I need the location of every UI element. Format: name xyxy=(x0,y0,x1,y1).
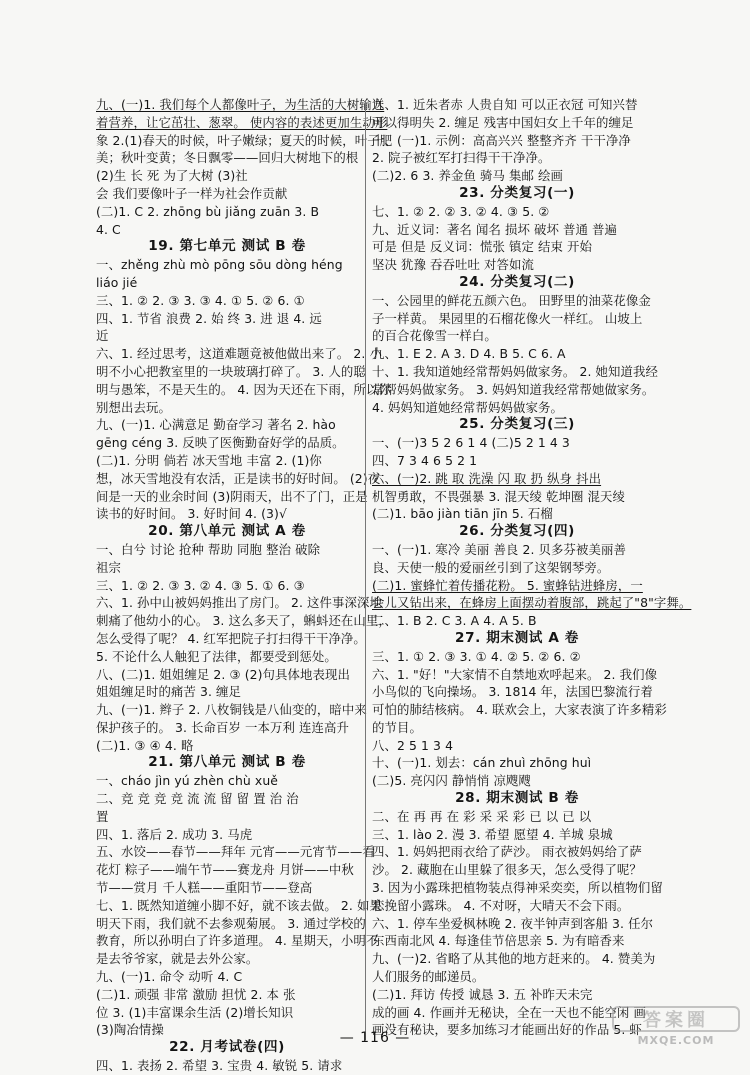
answer-line: 一、cháo jìn yú zhèn chù xuě xyxy=(96,773,278,789)
answer-line: 会 我们要像叶子一样为社会作贡献 xyxy=(96,185,288,201)
answer-line: 子一样黄。 果园里的石榴花像火一样红。 山坡上 xyxy=(372,310,643,326)
answer-line: 三、1. ① 2. ③ 3. ① 4. ② 5. ② 6. ② xyxy=(372,648,581,664)
answer-line: 八、2 5 1 3 4 xyxy=(372,737,454,753)
answer-line: 成的画 4. 作画并无秘诀，全在一天也不能空闲 画 xyxy=(372,1004,646,1020)
answer-line: (二)1. bāo jiàn tiān jīn 5. 石榴 xyxy=(372,506,553,522)
answer-line: 一、zhěng zhù mò pōng sōu dòng héng xyxy=(96,257,343,273)
answer-line: 可怕的肺结核病。 4. 联欢会上，大家表演了许多精彩 xyxy=(372,702,667,718)
section-heading: 19. 第七单元 测试 B 卷 xyxy=(148,238,306,255)
answer-line: 可以得明失 2. 缠足 残害中国妇女上千年的缠足 xyxy=(372,114,634,130)
answer-line: 的节目。 xyxy=(372,719,422,735)
column-divider xyxy=(365,100,366,1040)
answer-line: 怎么受得了呢？ 4. 红军把院子打扫得干干净净。 xyxy=(96,630,366,646)
answer-line: 4. 妈妈知道她经常帮妈妈做家务。 xyxy=(372,399,563,415)
answer-line: 三、1. ② 2. ③ 3. ② 4. ③ 5. ① 6. ③ xyxy=(96,577,305,593)
watermark-url: MXQE.COM xyxy=(637,1034,715,1047)
answer-line: (3)陶冶情操 xyxy=(96,1022,164,1038)
watermark-logo xyxy=(612,1006,740,1046)
answer-line: 坚决 犹豫 吞吞吐吐 对答如流 xyxy=(372,257,535,273)
section-heading: 21. 第八单元 测试 B 卷 xyxy=(148,754,306,771)
answer-line: liáo jié xyxy=(96,274,138,290)
answer-line: 着营养，让它茁壮、葱翠。 使内容的表述更加生动形 xyxy=(96,114,388,130)
answer-line: 六、1. 孙中山被妈妈推出了房门。 2. 这件事深深地 xyxy=(96,595,382,611)
answer-line: 间是一天的业余时间 (3)阴雨天，出不了门，正是 xyxy=(96,488,368,504)
answer-line: 置 xyxy=(96,808,109,824)
answer-line: 人们服务的邮递员。 xyxy=(372,969,485,985)
answer-line: 沙。 2. 藏胞在山里躲了很多天，怎么受得了呢？ xyxy=(372,862,642,878)
answer-line: 九、(一)1. 辫子 2. 八枚铜钱是八仙变的，暗中来 xyxy=(96,702,367,718)
answer-line: 祖宗 xyxy=(96,559,121,575)
answer-line: 可是 但是 反义词：慌张 镇定 结束 开始 xyxy=(372,239,593,255)
answer-line: 九、(一)2. 省略了从其他的地方赶来的。 4. 赞美为 xyxy=(372,951,656,967)
watermark-logo-text: 答案圈 xyxy=(612,1006,740,1032)
answer-line: 象 2.(1)春天的时候，叶子嫩绿；夏天的时候，叶子肥 xyxy=(96,132,393,148)
answer-line: 十、(一)1. 示例：高高兴兴 整整齐齐 干干净净 xyxy=(372,132,631,148)
answer-line: 二、在 再 再 在 彩 采 采 彩 已 以 已 以 xyxy=(372,808,592,824)
answer-line: 良、天使一般的爱丽丝引到了这架钢琴旁。 xyxy=(372,559,610,575)
answer-line: 二、1. B 2. C 3. A 4. A 5. B xyxy=(372,613,537,629)
section-heading: 28. 期末测试 B 卷 xyxy=(455,790,579,807)
answer-line: 二、竞 竞 竞 竞 流 流 留 留 置 治 治 xyxy=(96,791,299,807)
answer-line: 会儿又钻出来，在蜂房上面摆动着腹部，跳起了"8"字舞。 xyxy=(372,595,692,611)
answer-line: 六、1. "好！"大家情不自禁地欢呼起来。 2. 我们像 xyxy=(372,666,658,682)
section-heading: 27. 期末测试 A 卷 xyxy=(455,629,579,646)
section-heading: 26. 分类复习(四) xyxy=(459,523,575,540)
answer-line: 一、(一)1. 寒冷 美丽 善良 2. 贝多芬被美丽善 xyxy=(372,541,626,557)
answer-line: (二)1. 顽强 非常 激励 担忧 2. 本 张 xyxy=(96,986,296,1002)
answer-line: (二)5. 亮闪闪 静悄悄 凉飕飕 xyxy=(372,773,531,789)
answer-line: 三、1. ② 2. ③ 3. ③ 4. ① 5. ② 6. ① xyxy=(96,292,305,308)
answer-line: 一、白兮 讨论 抢种 帮助 同胞 整治 破除 xyxy=(96,541,321,557)
answer-line: (2)生 长 死 为了大树 (3)社 xyxy=(96,168,248,184)
answer-line: 位 3. (1)丰富课余生活 (2)增长知识 xyxy=(96,1004,294,1020)
answer-line: 十、1. 我知道她经常帮妈妈做家务。 2. 她知道我经 xyxy=(372,363,658,379)
answer-line: 四、1. 落后 2. 成功 3. 马虎 xyxy=(96,826,253,842)
answer-line: 四、7 3 4 6 5 2 1 xyxy=(372,452,478,468)
answer-line: 东西南北风 4. 每逢佳节倍思亲 5. 为有暗香来 xyxy=(372,933,625,949)
section-heading: 20. 第八单元 测试 A 卷 xyxy=(148,523,306,540)
answer-line: (二)2. 6 3. 养金鱼 骑马 集邮 绘画 xyxy=(372,168,564,184)
answer-line: 五、水饺——春节——拜年 元宵——元宵节——看 xyxy=(96,844,375,860)
section-heading: 25. 分类复习(三) xyxy=(459,416,575,433)
answer-line: 的百合花像雪一样白。 xyxy=(372,328,497,344)
answer-line: 四、1. 妈妈把雨衣给了萨沙。 雨衣被妈妈给了萨 xyxy=(372,844,642,860)
answer-line: 美；秋叶变黄；冬日飘零——回归大树地下的根 xyxy=(96,150,359,166)
answer-line: 六、1. 经过思考，这道难题竟被他做出来了。 2. 小 xyxy=(96,346,382,362)
answer-line: (二)1. 分明 倘若 冰天雪地 丰富 2. (1)你 xyxy=(96,452,322,468)
section-heading: 24. 分类复习(二) xyxy=(459,273,575,290)
answer-line: 明与愚笨，不是天生的。 4. 因为天还在下雨，所以你 xyxy=(96,381,391,397)
answer-line: 九、1. E 2. A 3. D 4. B 5. C 6. A xyxy=(372,346,566,362)
answer-line: (二)1. 蜜蜂忙着传播花粉。 5. 蜜蜂钻进蜂房，一 xyxy=(372,577,643,593)
answer-line: 四、1. 节省 浪费 2. 始 终 3. 进 退 4. 远 xyxy=(96,310,322,326)
answer-line: 2. 院子被红军打扫得干干净净。 xyxy=(372,150,551,166)
answer-line: 一、公园里的鲜花五颜六色。 田野里的油菜花像金 xyxy=(372,292,651,308)
answer-line: 恋挽留小露珠。 4. 不对呀，大晴天不会下雨。 xyxy=(372,897,630,913)
answer-line: 保护孩子的。 3. 长命百岁 一本万利 连连高升 xyxy=(96,719,350,735)
answer-line: 七、1. ② 2. ② 3. ② 4. ③ 5. ② xyxy=(372,203,550,219)
section-heading: 22. 月考试卷(四) xyxy=(169,1039,285,1056)
answer-line: 花灯 粽子——端午节——赛龙舟 月饼——中秋 xyxy=(96,862,354,878)
page-number: — 116 — xyxy=(339,1030,411,1046)
answer-line: 机智勇敢，不畏强暴 3. 混天绫 乾坤圈 混天绫 xyxy=(372,488,626,504)
answer-line: 4. C xyxy=(96,221,121,237)
answer-line: (二)1. ③ ④ 4. 略 xyxy=(96,737,194,753)
answer-line: 九、(一)1. 我们每个人都像叶子，为生活的大树输送 xyxy=(96,97,385,112)
answer-line: 画没有秘诀，要多加练习才能画出好的作品 5. 虾 xyxy=(372,1022,642,1038)
answer-line: 九、1. 近朱者赤 人贵自知 可以正衣冠 可知兴替 xyxy=(372,97,638,112)
answer-line: 九、(一)1. 心满意足 勤奋学习 著名 2. hào xyxy=(96,417,336,433)
answer-line: 节——赏月 千人糕——重阳节——登高 xyxy=(96,880,313,896)
answer-line: 刺痛了他幼小的心。 3. 这么多天了，蝌蚪还在山里， xyxy=(96,613,391,629)
answer-line: 近 xyxy=(96,328,109,344)
answer-line: 七、1. 既然知道缠小脚不好，就不该去做。 2. 如果 xyxy=(96,897,382,913)
answer-line: 六、1. 停车坐爱枫林晚 2. 夜半钟声到客船 3. 任尔 xyxy=(372,915,654,931)
answer-line: 读书的好时间。 3. 好时间 4. (3)√ xyxy=(96,506,287,522)
answer-line: 5. 不论什么人触犯了法律，都要受到惩处。 xyxy=(96,648,337,664)
answer-line: 想，冰天雪地没有农活，正是读书的好时间。 (2)夜 xyxy=(96,470,381,486)
answer-line: 九、近义词：著名 闻名 损坏 破坏 普通 普遍 xyxy=(372,221,618,237)
answer-line: 是去爷爷家，就是去外公家。 xyxy=(96,951,259,967)
answer-line: 常帮妈妈做家务。 3. 妈妈知道我经常帮她做家务。 xyxy=(372,381,655,397)
section-heading: 23. 分类复习(一) xyxy=(459,184,575,201)
answer-line: 九、(一)1. 命令 动听 4. C xyxy=(96,969,243,985)
answer-line: 教育，所以孙明白了许多道理。 4. 星期天，小明不 xyxy=(96,933,379,949)
answer-line: 3. 因为小露珠把植物装点得神采奕奕，所以植物们留 xyxy=(372,880,663,896)
answer-line: 姐姐缠足时的痛苦 3. 缠足 xyxy=(96,684,242,700)
answer-line: gēng céng 3. 反映了医衡勤奋好学的品质。 xyxy=(96,435,345,451)
answer-line: 小鸟似的飞向操场。 3. 1814 年，法国巴黎流行着 xyxy=(372,684,653,700)
answer-line: 十、(一)1. 划去：cán zhuì zhōng huì xyxy=(372,755,592,771)
answer-line: 明不小心把教室里的一块玻璃打碎了。 3. 人的聪 xyxy=(96,363,366,379)
answer-line: 别想出去玩。 xyxy=(96,399,171,415)
answer-line: (二)1. 拜访 传授 诚恳 3. 五 补昨天未完 xyxy=(372,986,593,1002)
answer-line: 八、(二)1. 姐姐缠足 2. ③ (2)句具体地表现出 xyxy=(96,666,350,682)
answer-line: (二)1. C 2. zhōng bù jiǎng zuān 3. B xyxy=(96,203,320,219)
answer-line: 明天下雨，我们就不去参观菊展。 3. 通过学校的 xyxy=(96,915,366,931)
answer-line: 三、1. lào 2. 漫 3. 希望 愿望 4. 羊城 泉城 xyxy=(372,826,613,842)
answer-line: 四、1. 表扬 2. 希望 3. 宝贵 4. 敏锐 5. 请求 xyxy=(96,1058,343,1074)
answer-line: 一、(一)3 5 2 6 1 4 (二)5 2 1 4 3 xyxy=(372,435,570,451)
answer-line: 六、(一)2. 跳 取 洗澡 闪 取 扔 纵身 抖出 xyxy=(372,470,602,486)
